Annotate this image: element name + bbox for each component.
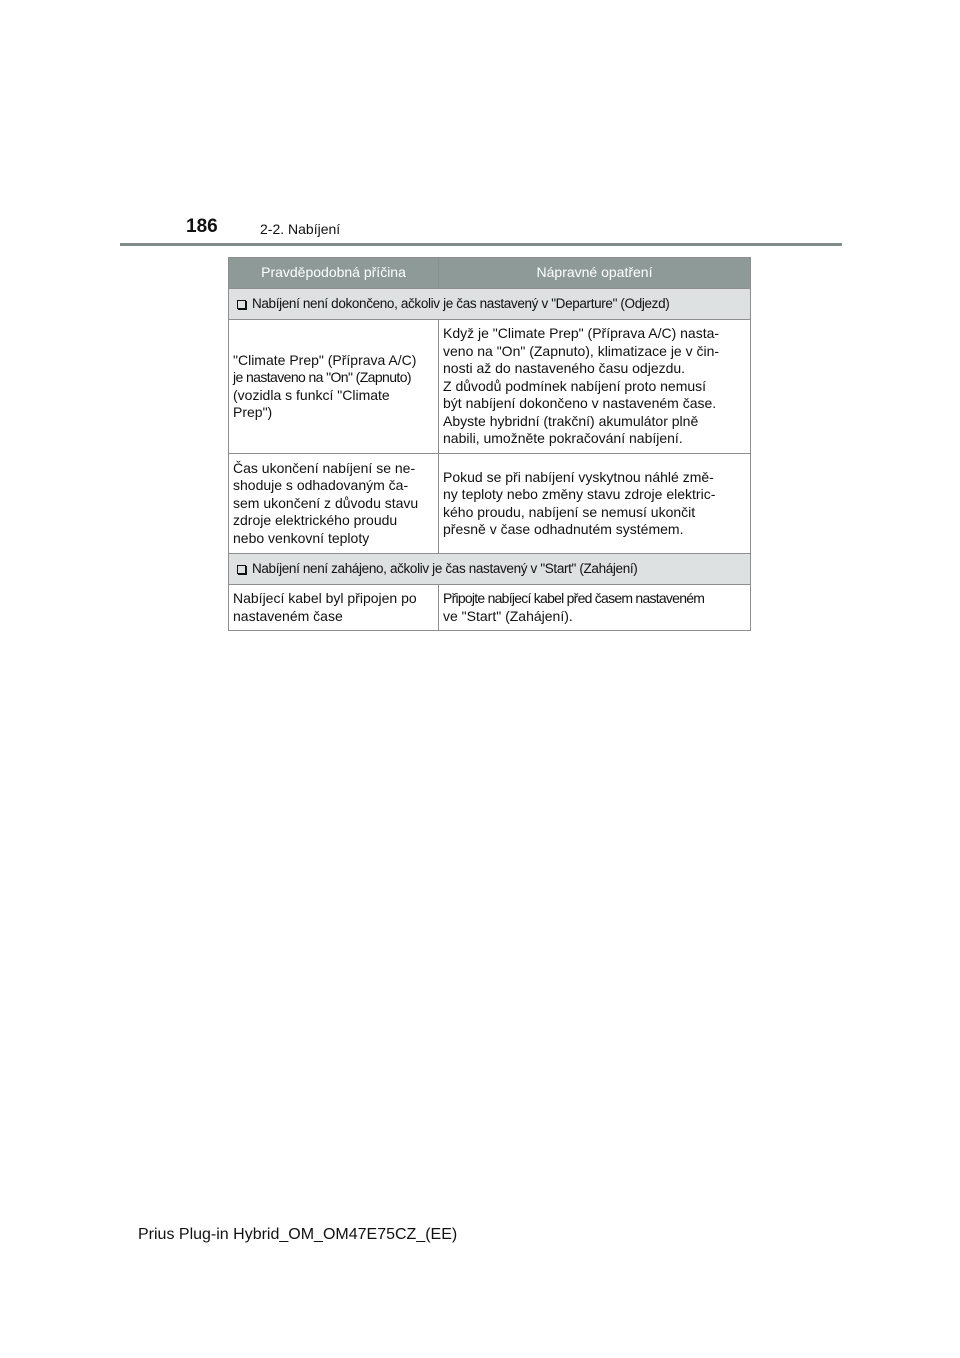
remedy-line: Z důvodů podmínek nabíjení proto nemusí — [443, 377, 707, 394]
cause-line: je nastaveno na "On" (Zapnuto) — [233, 369, 411, 385]
remedy-line: Připojte nabíjecí kabel před časem nastaveném — [443, 590, 705, 606]
cause-line: (vozidla s funkcí "Climate — [233, 386, 390, 403]
section-title: 2-2. Nabíjení — [260, 221, 341, 237]
group-title: Nabíjení není zahájeno, ačkoliv je čas nastavený v "Start" (Zahájení) — [252, 561, 638, 577]
remedy-cell — [439, 320, 751, 454]
remedy-line: nosti až do nastaveného času odjezdu. — [443, 360, 686, 377]
column-header-cause: Pravděpodobná příčina — [229, 258, 439, 289]
cause-line: shoduje s odhadovaným ča- — [233, 477, 409, 494]
group-row — [229, 289, 751, 320]
remedy-line: ny teploty nebo změny stavu zdroje elektric- — [443, 486, 716, 502]
cause-cell — [229, 320, 439, 454]
group-title: Nabíjení není dokončeno, ačkoliv je čas nastavený v "Departure" (Odjezd) — [252, 296, 670, 312]
remedy-cell — [439, 585, 751, 631]
remedy-cell — [439, 454, 751, 554]
cause-line: Nabíjecí kabel byl připojen po — [233, 590, 417, 606]
table-row — [229, 454, 751, 554]
remedy-line: ve "Start" (Zahájení). — [443, 607, 573, 624]
cause-line: Čas ukončení nabíjení se ne- — [233, 459, 416, 476]
cause-cell — [229, 585, 439, 631]
table-header-row — [229, 258, 751, 289]
group-row — [229, 554, 751, 585]
remedy-line: přesně v čase odhadnutém systémem. — [443, 521, 684, 537]
remedy-line: kého proudu, nabíjení se nemusí ukončit — [443, 503, 696, 520]
column-header-remedy: Nápravné opatření — [439, 258, 751, 289]
header-rule — [120, 243, 842, 246]
table-row — [229, 585, 751, 631]
remedy-line: Když je "Climate Prep" (Příprava A/C) nasta- — [443, 325, 720, 342]
table-row — [229, 320, 751, 454]
cause-line: nebo venkovní teploty — [233, 529, 370, 546]
remedy-line: být nabíjení dokončeno v nastaveném čase. — [443, 395, 717, 412]
cause-line: "Climate Prep" (Příprava A/C) — [233, 351, 417, 368]
checkbox-icon — [237, 565, 246, 574]
checkbox-icon — [237, 300, 246, 309]
troubleshooting-table — [228, 257, 751, 631]
cause-line: sem ukončení z důvodu stavu — [233, 494, 419, 511]
remedy-line: Abyste hybridní (trakční) akumulátor plně — [443, 412, 699, 429]
remedy-line: veno na "On" (Zapnuto), klimatizace je v čin- — [443, 342, 720, 359]
remedy-line: Pokud se při nabíjení vyskytnou náhlé změ- — [443, 468, 714, 485]
cause-line: Prep") — [233, 404, 273, 420]
group-cell — [229, 554, 751, 585]
remedy-line: nabili, umožněte pokračování nabíjení. — [443, 430, 683, 447]
cause-line: zdroje elektrického proudu — [233, 512, 398, 529]
document-footer: Prius Plug-in Hybrid_OM_OM47E75CZ_(EE) — [138, 1226, 458, 1243]
cause-line: nastaveném čase — [233, 607, 343, 624]
cause-cell — [229, 454, 439, 554]
group-cell — [229, 289, 751, 320]
page-number: 186 — [186, 216, 218, 237]
